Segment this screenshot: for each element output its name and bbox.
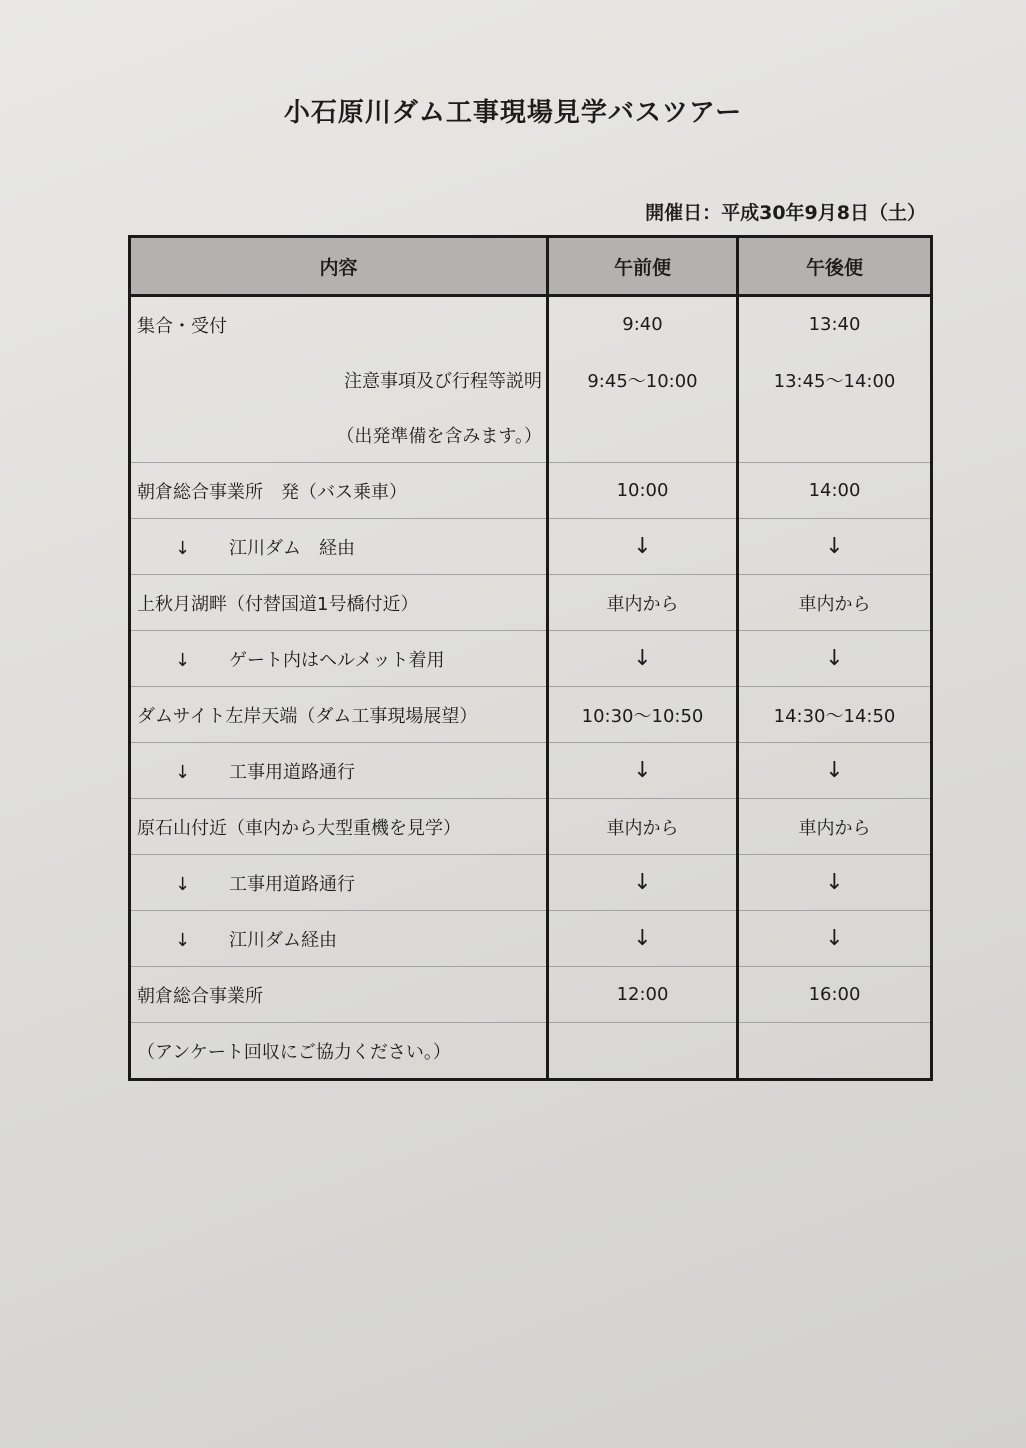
row-pm: ↓ <box>738 911 932 967</box>
row-pm: 13:40 <box>808 314 861 335</box>
table-row <box>130 967 932 1023</box>
down-arrow-icon: ↓ <box>175 537 191 559</box>
row-am: 10:00 <box>548 463 738 519</box>
schedule-table <box>128 235 933 1081</box>
row-content <box>130 519 548 575</box>
event-date: 開催日：平成30年9月8日（土） <box>645 202 926 224</box>
table-row <box>130 407 932 463</box>
row-am: 9:40 <box>548 296 738 353</box>
row-pm: 14:30〜14:50 <box>738 687 932 743</box>
row-pm: 車内から <box>738 799 932 855</box>
row-am: ↓ <box>548 743 738 799</box>
row-am: 車内から <box>548 799 738 855</box>
table-row <box>130 743 932 799</box>
header-am: 午前便 <box>548 237 738 296</box>
table-row <box>130 463 932 519</box>
row-content: 注意事項及び行程等説明 <box>130 352 548 407</box>
row-content <box>130 855 548 911</box>
row-content <box>130 743 548 799</box>
row-am <box>548 1023 738 1080</box>
row-am: 10:30〜10:50 <box>548 687 738 743</box>
table-row <box>130 799 932 855</box>
row-pm <box>738 1023 932 1080</box>
header-content: 内容 <box>130 237 548 296</box>
row-pm: 13:45〜14:00 <box>773 370 896 392</box>
row-am: ↓ <box>548 855 738 911</box>
table-row <box>130 296 932 353</box>
header-pm: 午後便 <box>738 237 932 296</box>
row-am: ↓ <box>548 911 738 967</box>
down-arrow-icon: ↓ <box>175 649 191 671</box>
row-am: 車内から <box>548 575 738 631</box>
row-content: ダムサイト左岸天端（ダム工事現場展望） <box>130 687 548 743</box>
row-am: 9:45〜10:00 <box>548 352 738 407</box>
row-content-text: 工事用道路通行 <box>229 873 355 895</box>
row-am <box>548 407 738 463</box>
row-am: 12:00 <box>548 967 738 1023</box>
row-content <box>130 631 548 687</box>
row-content-text: 江川ダム経由 <box>229 929 337 951</box>
row-content-text: 江川ダム 経由 <box>229 537 355 559</box>
row-content-text: ゲート内はヘルメット着用 <box>229 649 445 671</box>
table-row <box>130 519 932 575</box>
table-header-row <box>130 237 932 296</box>
row-content: （アンケート回収にご協力ください。） <box>130 1023 548 1080</box>
table-row <box>130 575 932 631</box>
row-content: 朝倉総合事業所 <box>130 967 548 1023</box>
row-pm <box>738 407 932 463</box>
down-arrow-icon: ↓ <box>175 873 191 895</box>
down-arrow-icon: ↓ <box>175 929 191 951</box>
table-row <box>130 631 932 687</box>
table-row <box>130 1023 932 1080</box>
table-row <box>130 855 932 911</box>
row-pm: ↓ <box>738 743 932 799</box>
row-content: 原石山付近（車内から大型重機を見学） <box>130 799 548 855</box>
row-pm: ↓ <box>738 519 932 575</box>
row-pm: ↓ <box>738 855 932 911</box>
page-title: 小石原川ダム工事現場見学バスツアー <box>283 98 743 128</box>
row-pm: 16:00 <box>738 967 932 1023</box>
row-content: （出発準備を含みます。） <box>130 407 548 463</box>
row-pm: 車内から <box>738 575 932 631</box>
row-content: 上秋月湖畔（付替国道1号橋付近） <box>130 575 548 631</box>
row-content-text: 工事用道路通行 <box>229 761 355 783</box>
table-row <box>130 911 932 967</box>
row-content: 朝倉総合事業所 発（バス乗車） <box>130 463 548 519</box>
row-pm: ↓ <box>738 631 932 687</box>
row-pm: 14:00 <box>738 463 932 519</box>
down-arrow-icon: ↓ <box>175 761 191 783</box>
table-row <box>130 352 932 407</box>
row-content: 集合・受付 <box>130 296 548 353</box>
row-content <box>130 911 548 967</box>
table-row <box>130 687 932 743</box>
row-am: ↓ <box>548 519 738 575</box>
row-am: ↓ <box>548 631 738 687</box>
